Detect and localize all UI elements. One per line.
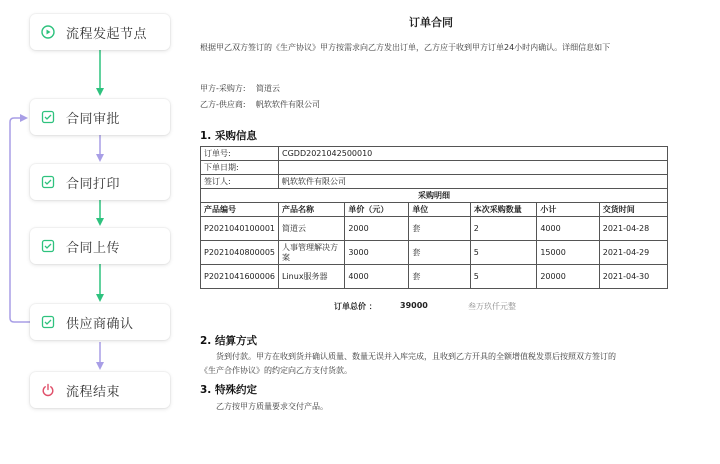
section-purchase-info: 1. 采购信息 [200, 130, 257, 142]
form-check-icon [40, 314, 56, 330]
table-cell: 套 [409, 241, 470, 265]
col-header: 本次采购数量 [470, 203, 537, 217]
signer-label: 签订人: [201, 175, 279, 189]
flow-node-label: 合同打印 [66, 176, 121, 192]
play-circle-icon [40, 24, 56, 40]
party-a-row [200, 83, 280, 94]
form-check-icon [40, 109, 56, 125]
table-cell: 2021-04-30 [599, 265, 667, 289]
table-header-row [201, 203, 668, 217]
detail-caption: 采购明细 [201, 189, 668, 203]
table-cell: P2021041600006 [201, 265, 279, 289]
party-a-label: 甲方-采购方: [200, 84, 246, 93]
order-contract-document [196, 0, 716, 464]
col-header: 产品名称 [279, 203, 345, 217]
workflow-panel [0, 0, 190, 464]
table-cell: 5 [470, 241, 537, 265]
order-no-value: CGDD2021042500010 [279, 147, 668, 161]
order-date-value [279, 161, 668, 175]
settlement-line-1: 货到付款。甲方在收到货并确认质量、数量无误并入库完成，且收到乙方开具的全额增值税发票后按照双方签订的 [216, 352, 616, 361]
section-settlement: 2. 结算方式 [200, 335, 257, 347]
flow-node-label: 供应商确认 [66, 316, 134, 332]
table-cell: 4000 [345, 265, 409, 289]
table-cell: 20000 [537, 265, 599, 289]
flow-node-label: 合同上传 [66, 240, 121, 256]
party-b-row [200, 99, 320, 110]
document-title: 订单合同 [409, 16, 453, 29]
table-cell: P2021040800005 [201, 241, 279, 265]
table-cell: 15000 [537, 241, 599, 265]
table-row [201, 265, 668, 289]
flow-node-contract-upload[interactable] [30, 228, 170, 264]
form-check-icon [40, 174, 56, 190]
power-icon [40, 382, 56, 398]
table-cell: 套 [409, 217, 470, 241]
intro-paragraph: 根据甲乙双方签订的《生产协议》甲方按需求向乙方发出订单，乙方应于收到甲方订单24小时内确认。详细信息如下 [200, 43, 611, 52]
settlement-line-2: 《生产合作协议》的约定向乙方支付货款。 [200, 366, 352, 375]
flow-node-end[interactable] [30, 372, 170, 408]
table-cell: 2021-04-28 [599, 217, 667, 241]
total-price-chinese: 叁万玖仟元整 [468, 302, 516, 311]
purchase-table [200, 146, 668, 289]
total-price-label: 订单总价 ： [334, 302, 377, 311]
flow-node-label: 合同审批 [66, 111, 121, 127]
table-cell: 5 [470, 265, 537, 289]
table-cell: 简道云 [279, 217, 345, 241]
section-special-terms: 3. 特殊约定 [200, 384, 257, 396]
party-a-value: 简道云 [256, 84, 280, 93]
col-header: 单位 [409, 203, 470, 217]
party-b-label: 乙方-供应商: [200, 100, 246, 109]
total-price-value: 39000 [400, 301, 428, 310]
signer-value: 帆软软件有限公司 [279, 175, 668, 189]
table-row [201, 217, 668, 241]
signer-row [201, 175, 668, 189]
col-header: 交货时间 [599, 203, 667, 217]
table-cell: 2 [470, 217, 537, 241]
col-header: 小计 [537, 203, 599, 217]
table-cell: 3000 [345, 241, 409, 265]
order-no-row [201, 147, 668, 161]
detail-caption-row [201, 189, 668, 203]
flow-node-label: 流程结束 [66, 384, 121, 400]
table-cell: 4000 [537, 217, 599, 241]
flow-node-label: 流程发起节点 [66, 26, 148, 42]
table-cell: 2021-04-29 [599, 241, 667, 265]
party-b-value: 帆软软件有限公司 [256, 100, 320, 109]
order-date-row [201, 161, 668, 175]
table-cell: Linux服务器 [279, 265, 345, 289]
order-no-label: 订单号: [201, 147, 279, 161]
flow-node-contract-approve[interactable] [30, 99, 170, 135]
flow-node-start[interactable] [30, 14, 170, 50]
connector-loop-back [10, 118, 30, 322]
order-date-label: 下单日期: [201, 161, 279, 175]
col-header: 产品编号 [201, 203, 279, 217]
flow-node-supplier-confirm[interactable] [30, 304, 170, 340]
table-cell: P2021040100001 [201, 217, 279, 241]
form-check-icon [40, 238, 56, 254]
col-header: 单价（元） [345, 203, 409, 217]
table-cell: 人事管理解决方案 [279, 241, 345, 265]
table-cell: 套 [409, 265, 470, 289]
flow-node-contract-print[interactable] [30, 164, 170, 200]
special-terms-line: 乙方按甲方质量要求交付产品。 [216, 402, 328, 411]
table-row [201, 241, 668, 265]
table-cell: 2000 [345, 217, 409, 241]
